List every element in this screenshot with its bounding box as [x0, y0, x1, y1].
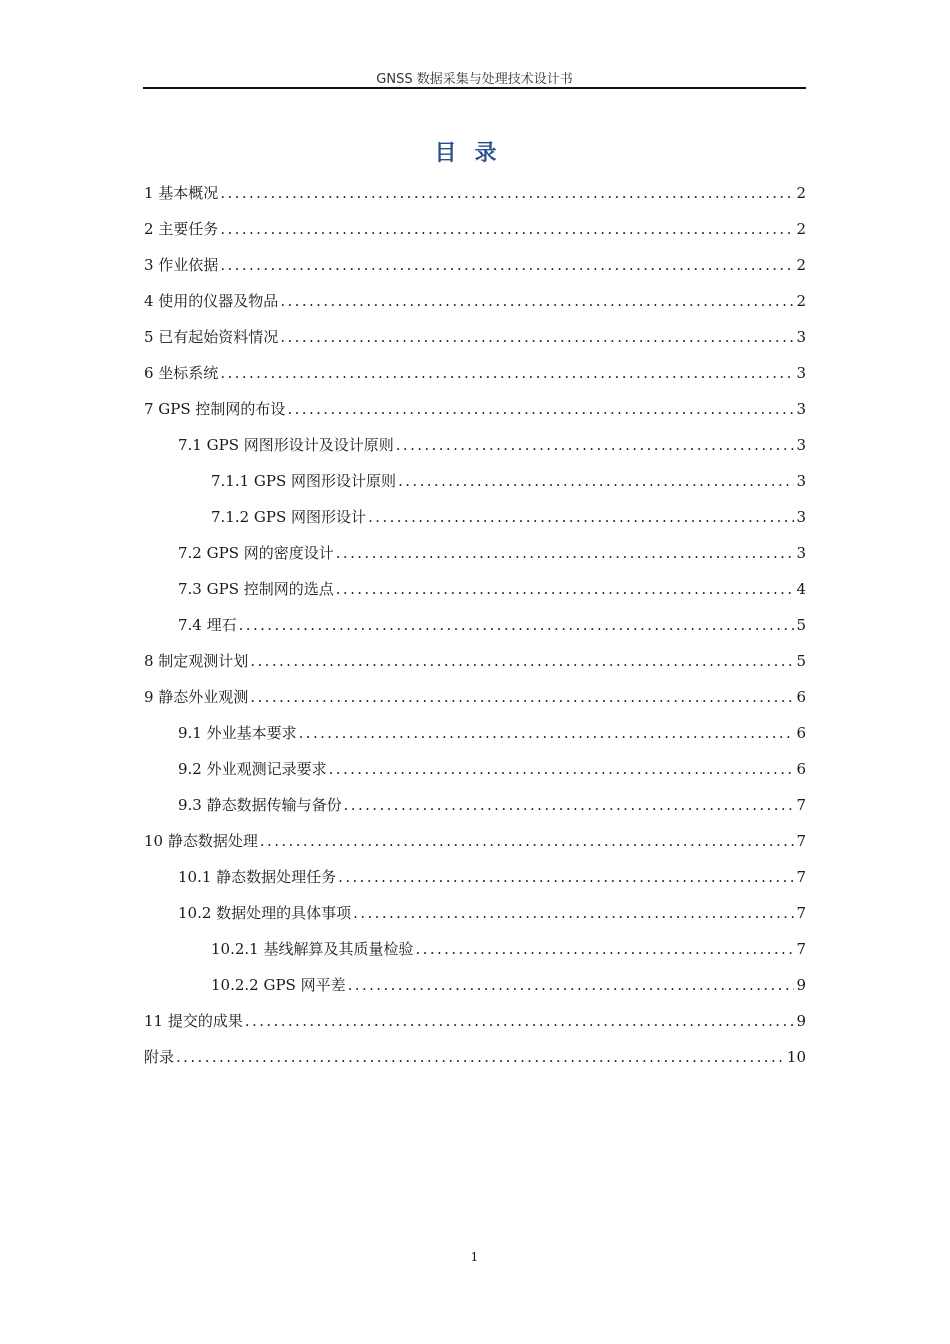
toc-entry[interactable] [144, 319, 806, 355]
toc-entry-page: 5 [796, 652, 806, 670]
toc-entry[interactable] [144, 427, 806, 463]
toc-entry[interactable] [144, 787, 806, 823]
toc-entry-page: 6 [796, 688, 806, 706]
toc-entry-text: 10.1 静态数据处理任务 [178, 868, 337, 886]
toc-entry[interactable] [144, 679, 806, 715]
toc-entry-text: 7.1.2 GPS 网图形设计 [211, 508, 367, 526]
toc-entry-text: 10.2 数据处理的具体事项 [178, 904, 352, 922]
toc-dot-leader [396, 427, 795, 463]
toc-entry[interactable] [144, 643, 806, 679]
toc-entry-page: 7 [796, 832, 806, 850]
toc-entry[interactable] [144, 571, 806, 607]
toc-entry-page: 5 [796, 616, 806, 634]
toc-entry-text: 8 制定观测计划 [144, 652, 249, 670]
toc-entry[interactable] [144, 463, 806, 499]
toc-entry-text: 5 已有起始资料情况 [144, 328, 279, 346]
toc-entry-page: 3 [796, 472, 806, 490]
toc-entry-page: 10 [786, 1048, 806, 1066]
toc-entry[interactable] [144, 499, 806, 535]
toc-entry-page: 2 [796, 256, 806, 274]
toc-entry[interactable] [144, 211, 806, 247]
toc-entry-page: 3 [796, 544, 806, 562]
toc-entry-text: 9.2 外业观测记录要求 [178, 760, 327, 778]
toc-entry-text: 10 静态数据处理 [144, 832, 258, 850]
toc-entry-page: 6 [796, 760, 806, 778]
toc-entry[interactable] [144, 895, 806, 931]
toc-dot-leader [338, 859, 794, 895]
toc-entry[interactable] [144, 175, 806, 211]
toc-dot-leader [280, 319, 794, 355]
toc-entry-text: 9.1 外业基本要求 [178, 724, 297, 742]
toc-entry[interactable] [144, 1003, 806, 1039]
toc-dot-leader [220, 211, 794, 247]
toc-entry[interactable] [144, 607, 806, 643]
toc-dot-leader [260, 823, 795, 859]
toc-entry-page: 3 [796, 364, 806, 382]
toc-dot-leader [336, 535, 795, 571]
toc-entry-page: 7 [796, 904, 806, 922]
toc-entry-text: 7.2 GPS 网的密度设计 [178, 544, 334, 562]
toc-entry-text: 4 使用的仪器及物品 [144, 292, 279, 310]
toc-dot-leader [299, 715, 795, 751]
toc-entry-page: 7 [796, 796, 806, 814]
toc-title: 目录 [434, 141, 515, 166]
toc-dot-leader [176, 1039, 785, 1075]
toc-dot-leader [398, 463, 794, 499]
toc-dot-leader [220, 355, 794, 391]
toc-entry-text: 7 GPS 控制网的布设 [144, 400, 286, 418]
toc-entry-text: 7.1.1 GPS 网图形设计原则 [211, 472, 397, 490]
toc-entry-text: 10.2.1 基线解算及其质量检验 [211, 940, 414, 958]
toc-entry[interactable] [144, 283, 806, 319]
toc-dot-leader [353, 895, 794, 931]
toc-entry[interactable] [144, 715, 806, 751]
toc-entry-page: 6 [796, 724, 806, 742]
toc-entry-text: 1 基本概况 [144, 184, 219, 202]
toc-entry-text: 7.3 GPS 控制网的选点 [178, 580, 334, 598]
toc-entry-text: 3 作业依据 [144, 256, 219, 274]
toc-entry-page: 4 [796, 580, 806, 598]
toc-entry[interactable] [144, 1039, 806, 1075]
toc-entry-page: 2 [796, 292, 806, 310]
toc-entry-page: 7 [796, 940, 806, 958]
toc-dot-leader [348, 967, 795, 1003]
toc-entry[interactable] [144, 967, 806, 1003]
header-divider [143, 87, 806, 89]
toc-dot-leader [250, 643, 794, 679]
toc-dot-leader [344, 787, 795, 823]
toc-entry-page: 3 [796, 436, 806, 454]
toc-entry-text: 7.4 埋石 [178, 616, 237, 634]
page-number: 1 [470, 1250, 479, 1264]
toc-dot-leader [368, 499, 794, 535]
toc-entry-page: 9 [796, 976, 806, 994]
toc-dot-leader [415, 931, 794, 967]
toc-entry-page: 2 [796, 220, 806, 238]
toc-entry-page: 2 [796, 184, 806, 202]
toc-entry[interactable] [144, 535, 806, 571]
toc-entry-page: 9 [796, 1012, 806, 1030]
toc-dot-leader [336, 571, 795, 607]
page-header-title: GNSS 数据采集与处理技术设计书 [376, 72, 573, 87]
toc-dot-leader [280, 283, 794, 319]
toc-entry-text: 附录 [144, 1048, 175, 1066]
toc-entry[interactable] [144, 355, 806, 391]
toc-dot-leader [239, 607, 795, 643]
table-of-contents [144, 175, 806, 1075]
toc-entry[interactable] [144, 391, 806, 427]
toc-entry-text: 9 静态外业观测 [144, 688, 249, 706]
toc-entry-text: 2 主要任务 [144, 220, 219, 238]
toc-dot-leader [287, 391, 794, 427]
toc-entry-page: 7 [796, 868, 806, 886]
toc-entry-text: 6 坐标系统 [144, 364, 219, 382]
toc-entry-page: 3 [796, 400, 806, 418]
toc-dot-leader [329, 751, 795, 787]
toc-dot-leader [245, 1003, 795, 1039]
toc-entry-text: 7.1 GPS 网图形设计及设计原则 [178, 436, 394, 454]
toc-entry[interactable] [144, 823, 806, 859]
toc-dot-leader [220, 247, 794, 283]
toc-dot-leader [250, 679, 794, 715]
toc-entry[interactable] [144, 247, 806, 283]
toc-entry[interactable] [144, 931, 806, 967]
toc-entry[interactable] [144, 859, 806, 895]
toc-entry-text: 9.3 静态数据传输与备份 [178, 796, 342, 814]
toc-entry-page: 3 [796, 508, 806, 526]
toc-entry-page: 3 [796, 328, 806, 346]
toc-dot-leader [220, 175, 794, 211]
toc-entry-text: 10.2.2 GPS 网平差 [211, 976, 346, 994]
toc-entry[interactable] [144, 751, 806, 787]
toc-entry-text: 11 提交的成果 [144, 1012, 243, 1030]
